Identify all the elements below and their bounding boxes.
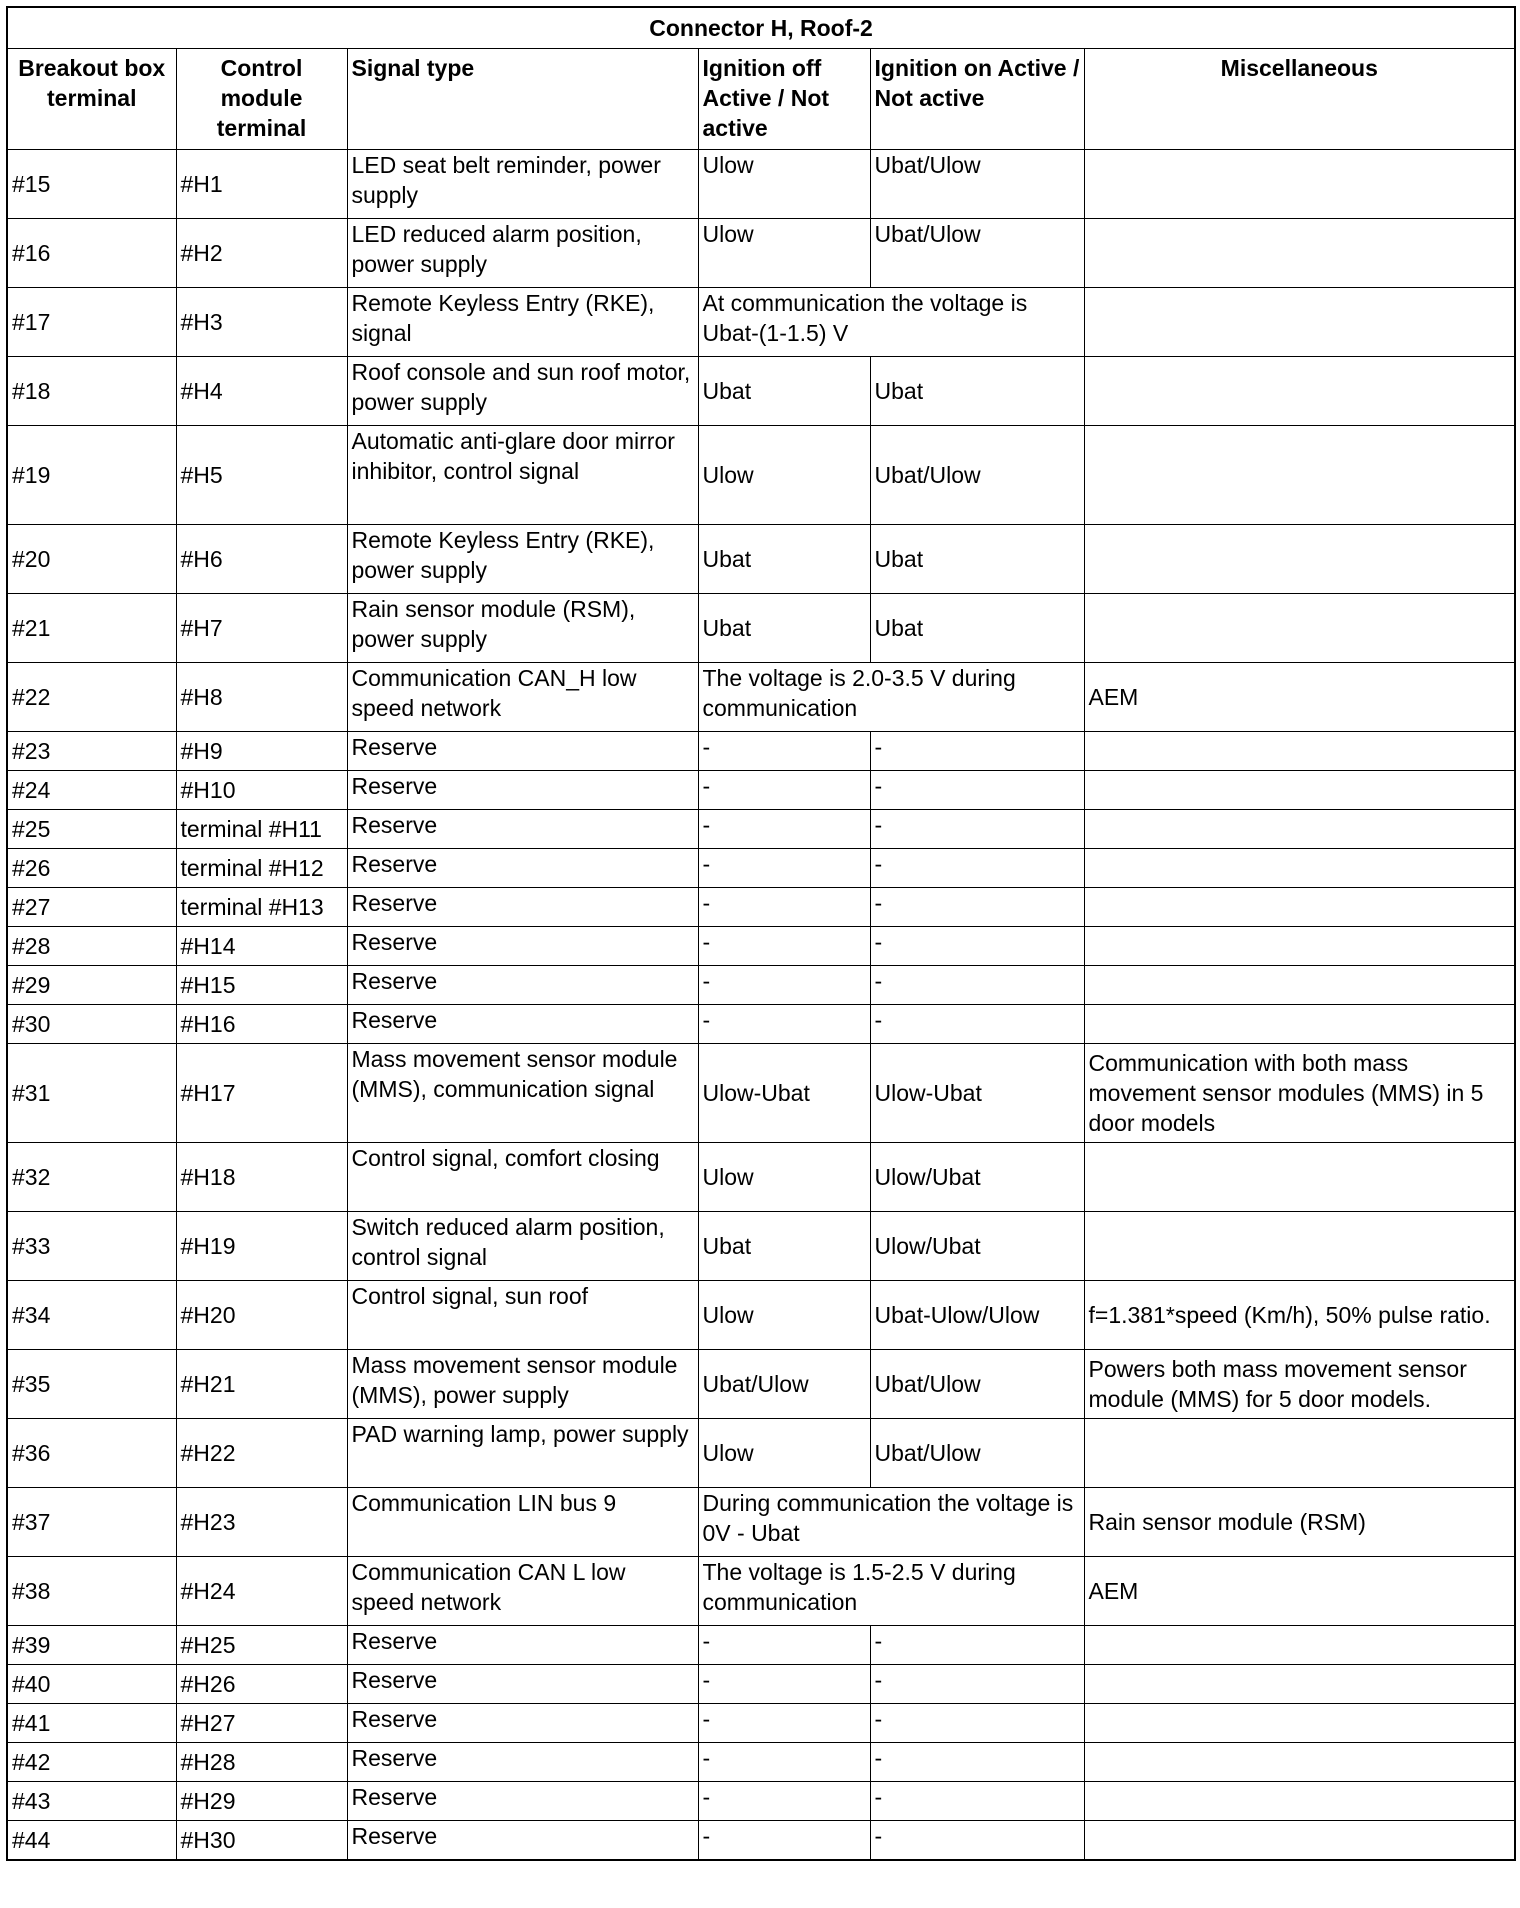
signal-type-cell: LED reduced alarm position, power supply — [347, 219, 698, 288]
control-terminal-cell: terminal #H13 — [176, 888, 347, 927]
miscellaneous-cell — [1084, 1704, 1515, 1743]
table-row — [7, 1557, 1515, 1626]
ignition-off-cell: Ulow — [698, 1281, 870, 1350]
breakout-terminal-cell: #31 — [7, 1044, 176, 1143]
miscellaneous-cell — [1084, 771, 1515, 810]
signal-type-cell: Rain sensor module (RSM), power supply — [347, 594, 698, 663]
signal-type-cell: Reserve — [347, 810, 698, 849]
miscellaneous-cell — [1084, 150, 1515, 219]
ignition-off-cell: - — [698, 1743, 870, 1782]
control-terminal-cell: #H9 — [176, 732, 347, 771]
ignition-off-cell: - — [698, 1626, 870, 1665]
ignition-off-cell: - — [698, 1782, 870, 1821]
miscellaneous-cell — [1084, 219, 1515, 288]
breakout-terminal-cell: #42 — [7, 1743, 176, 1782]
ignition-on-cell: - — [870, 927, 1084, 966]
control-terminal-cell: #H5 — [176, 426, 347, 525]
table-row — [7, 1419, 1515, 1488]
control-terminal-cell: #H14 — [176, 927, 347, 966]
signal-type-cell: Reserve — [347, 966, 698, 1005]
header-miscellaneous: Miscellaneous — [1084, 49, 1515, 150]
ignition-off-cell: Ubat/Ulow — [698, 1350, 870, 1419]
breakout-terminal-cell: #36 — [7, 1419, 176, 1488]
control-terminal-cell: #H7 — [176, 594, 347, 663]
control-terminal-cell: #H16 — [176, 1005, 347, 1044]
miscellaneous-cell — [1084, 732, 1515, 771]
signal-type-cell: Reserve — [347, 732, 698, 771]
miscellaneous-cell: Powers both mass movement sensor module (MMS) for 5 door models. — [1084, 1350, 1515, 1419]
ignition-off-cell: - — [698, 1821, 870, 1861]
miscellaneous-cell: AEM — [1084, 663, 1515, 732]
signal-type-cell: Reserve — [347, 888, 698, 927]
signal-type-cell: Mass movement sensor module (MMS), power supply — [347, 1350, 698, 1419]
ignition-off-cell: - — [698, 771, 870, 810]
ignition-on-cell: Ubat/Ulow — [870, 219, 1084, 288]
table-row — [7, 219, 1515, 288]
table-row — [7, 1044, 1515, 1143]
table-title: Connector H, Roof-2 — [7, 7, 1515, 49]
ignition-on-cell: Ubat/Ulow — [870, 1350, 1084, 1419]
table-row — [7, 150, 1515, 219]
ignition-off-cell: Ulow-Ubat — [698, 1044, 870, 1143]
table-row — [7, 525, 1515, 594]
breakout-terminal-cell: #35 — [7, 1350, 176, 1419]
breakout-terminal-cell: #40 — [7, 1665, 176, 1704]
ignition-off-cell: Ulow — [698, 426, 870, 525]
ignition-off-cell: Ubat — [698, 1212, 870, 1281]
control-terminal-cell: terminal #H12 — [176, 849, 347, 888]
miscellaneous-cell — [1084, 1743, 1515, 1782]
breakout-terminal-cell: #32 — [7, 1143, 176, 1212]
ignition-off-cell: Ubat — [698, 525, 870, 594]
breakout-terminal-cell: #43 — [7, 1782, 176, 1821]
miscellaneous-cell — [1084, 1821, 1515, 1861]
control-terminal-cell: #H27 — [176, 1704, 347, 1743]
miscellaneous-cell — [1084, 525, 1515, 594]
signal-type-cell: Reserve — [347, 849, 698, 888]
signal-type-cell: Communication LIN bus 9 — [347, 1488, 698, 1557]
table-row — [7, 771, 1515, 810]
signal-type-cell: Remote Keyless Entry (RKE), power supply — [347, 525, 698, 594]
ignition-on-cell: - — [870, 1821, 1084, 1861]
header-signal-type: Signal type — [347, 49, 698, 150]
table-row — [7, 1350, 1515, 1419]
ignition-on-cell: - — [870, 1782, 1084, 1821]
miscellaneous-cell: Rain sensor module (RSM) — [1084, 1488, 1515, 1557]
miscellaneous-cell — [1084, 888, 1515, 927]
miscellaneous-cell — [1084, 288, 1515, 357]
control-terminal-cell: #H3 — [176, 288, 347, 357]
miscellaneous-cell — [1084, 1782, 1515, 1821]
ignition-state-cell: During communication the voltage is 0V - Ubat — [698, 1488, 1084, 1557]
breakout-terminal-cell: #15 — [7, 150, 176, 219]
control-terminal-cell: #H8 — [176, 663, 347, 732]
miscellaneous-cell — [1084, 357, 1515, 426]
miscellaneous-cell — [1084, 594, 1515, 663]
table-row — [7, 288, 1515, 357]
miscellaneous-cell — [1084, 1212, 1515, 1281]
ignition-off-cell: - — [698, 1005, 870, 1044]
miscellaneous-cell — [1084, 849, 1515, 888]
control-terminal-cell: #H10 — [176, 771, 347, 810]
ignition-off-cell: Ulow — [698, 219, 870, 288]
table-row — [7, 1281, 1515, 1350]
miscellaneous-cell — [1084, 1419, 1515, 1488]
control-terminal-cell: #H6 — [176, 525, 347, 594]
miscellaneous-cell — [1084, 1626, 1515, 1665]
miscellaneous-cell — [1084, 927, 1515, 966]
control-terminal-cell: #H18 — [176, 1143, 347, 1212]
control-terminal-cell: #H30 — [176, 1821, 347, 1861]
breakout-terminal-cell: #19 — [7, 426, 176, 525]
table-row — [7, 888, 1515, 927]
signal-type-cell: Reserve — [347, 1005, 698, 1044]
control-terminal-cell: #H23 — [176, 1488, 347, 1557]
table-row — [7, 732, 1515, 771]
table-row — [7, 1212, 1515, 1281]
table-row — [7, 1782, 1515, 1821]
breakout-terminal-cell: #34 — [7, 1281, 176, 1350]
table-row — [7, 849, 1515, 888]
breakout-terminal-cell: #24 — [7, 771, 176, 810]
ignition-on-cell: Ubat — [870, 525, 1084, 594]
signal-type-cell: Automatic anti-glare door mirror inhibitor, control signal — [347, 426, 698, 525]
signal-type-cell: PAD warning lamp, power supply — [347, 1419, 698, 1488]
control-terminal-cell: #H4 — [176, 357, 347, 426]
ignition-on-cell: - — [870, 888, 1084, 927]
breakout-terminal-cell: #30 — [7, 1005, 176, 1044]
breakout-terminal-cell: #28 — [7, 927, 176, 966]
breakout-terminal-cell: #33 — [7, 1212, 176, 1281]
table-row — [7, 1488, 1515, 1557]
table-row — [7, 426, 1515, 525]
miscellaneous-cell — [1084, 1005, 1515, 1044]
control-terminal-cell: terminal #H11 — [176, 810, 347, 849]
signal-type-cell: Reserve — [347, 1704, 698, 1743]
table-row — [7, 810, 1515, 849]
miscellaneous-cell — [1084, 1665, 1515, 1704]
control-terminal-cell: #H17 — [176, 1044, 347, 1143]
table-body — [7, 150, 1515, 1861]
control-terminal-cell: #H15 — [176, 966, 347, 1005]
miscellaneous-cell: f=1.381*speed (Km/h), 50% pulse ratio. — [1084, 1281, 1515, 1350]
signal-type-cell: Switch reduced alarm position, control signal — [347, 1212, 698, 1281]
ignition-state-cell: At communication the voltage is Ubat-(1-1.5) V — [698, 288, 1084, 357]
header-ignition-on: Ignition on Active / Not active — [870, 49, 1084, 150]
control-terminal-cell: #H29 — [176, 1782, 347, 1821]
signal-type-cell: Reserve — [347, 1743, 698, 1782]
breakout-terminal-cell: #18 — [7, 357, 176, 426]
signal-type-cell: Reserve — [347, 927, 698, 966]
breakout-terminal-cell: #44 — [7, 1821, 176, 1861]
table-row — [7, 1626, 1515, 1665]
table-row — [7, 966, 1515, 1005]
header-ignition-off: Ignition off Active / Not active — [698, 49, 870, 150]
breakout-terminal-cell: #21 — [7, 594, 176, 663]
breakout-terminal-cell: #23 — [7, 732, 176, 771]
ignition-on-cell: Ulow/Ubat — [870, 1212, 1084, 1281]
breakout-terminal-cell: #41 — [7, 1704, 176, 1743]
table-row — [7, 1743, 1515, 1782]
breakout-terminal-cell: #16 — [7, 219, 176, 288]
miscellaneous-cell — [1084, 810, 1515, 849]
ignition-state-cell: The voltage is 1.5-2.5 V during communication — [698, 1557, 1084, 1626]
signal-type-cell: Reserve — [347, 1665, 698, 1704]
ignition-off-cell: Ulow — [698, 1143, 870, 1212]
ignition-off-cell: - — [698, 1665, 870, 1704]
connector-table — [6, 6, 1516, 1861]
breakout-terminal-cell: #29 — [7, 966, 176, 1005]
ignition-off-cell: - — [698, 732, 870, 771]
breakout-terminal-cell: #26 — [7, 849, 176, 888]
ignition-on-cell: - — [870, 849, 1084, 888]
table-row — [7, 1143, 1515, 1212]
ignition-on-cell: - — [870, 1704, 1084, 1743]
breakout-terminal-cell: #38 — [7, 1557, 176, 1626]
ignition-state-cell: The voltage is 2.0-3.5 V during communication — [698, 663, 1084, 732]
ignition-off-cell: - — [698, 966, 870, 1005]
ignition-on-cell: - — [870, 1743, 1084, 1782]
ignition-off-cell: - — [698, 849, 870, 888]
miscellaneous-cell: AEM — [1084, 1557, 1515, 1626]
header-breakout-box-terminal: Breakout box terminal — [7, 49, 176, 150]
table-row — [7, 663, 1515, 732]
miscellaneous-cell — [1084, 426, 1515, 525]
ignition-on-cell: Ubat/Ulow — [870, 150, 1084, 219]
ignition-on-cell: Ulow/Ubat — [870, 1143, 1084, 1212]
table-row — [7, 1821, 1515, 1861]
control-terminal-cell: #H20 — [176, 1281, 347, 1350]
breakout-terminal-cell: #22 — [7, 663, 176, 732]
ignition-on-cell: Ubat — [870, 357, 1084, 426]
signal-type-cell: Communication CAN L low speed network — [347, 1557, 698, 1626]
control-terminal-cell: #H26 — [176, 1665, 347, 1704]
signal-type-cell: Control signal, sun roof — [347, 1281, 698, 1350]
signal-type-cell: LED seat belt reminder, power supply — [347, 150, 698, 219]
miscellaneous-cell — [1084, 966, 1515, 1005]
table-row — [7, 1005, 1515, 1044]
signal-type-cell: Communication CAN_H low speed network — [347, 663, 698, 732]
ignition-off-cell: Ubat — [698, 594, 870, 663]
ignition-on-cell: - — [870, 1626, 1084, 1665]
breakout-terminal-cell: #37 — [7, 1488, 176, 1557]
connector-table-page — [6, 6, 1514, 1902]
ignition-off-cell: - — [698, 1704, 870, 1743]
breakout-terminal-cell: #39 — [7, 1626, 176, 1665]
ignition-on-cell: Ubat-Ulow/Ulow — [870, 1281, 1084, 1350]
ignition-off-cell: Ulow — [698, 1419, 870, 1488]
table-row — [7, 357, 1515, 426]
ignition-on-cell: Ubat/Ulow — [870, 1419, 1084, 1488]
ignition-off-cell: - — [698, 927, 870, 966]
ignition-on-cell: - — [870, 810, 1084, 849]
header-control-module-terminal: Control module terminal — [176, 49, 347, 150]
signal-type-cell: Control signal, comfort closing — [347, 1143, 698, 1212]
signal-type-cell: Reserve — [347, 1626, 698, 1665]
breakout-terminal-cell: #20 — [7, 525, 176, 594]
ignition-on-cell: Ubat/Ulow — [870, 426, 1084, 525]
ignition-on-cell: - — [870, 966, 1084, 1005]
control-terminal-cell: #H28 — [176, 1743, 347, 1782]
table-row — [7, 1704, 1515, 1743]
ignition-on-cell: Ulow-Ubat — [870, 1044, 1084, 1143]
ignition-off-cell: Ubat — [698, 357, 870, 426]
signal-type-cell: Roof console and sun roof motor, power supply — [347, 357, 698, 426]
control-terminal-cell: #H2 — [176, 219, 347, 288]
table-row — [7, 1665, 1515, 1704]
breakout-terminal-cell: #17 — [7, 288, 176, 357]
breakout-terminal-cell: #27 — [7, 888, 176, 927]
control-terminal-cell: #H19 — [176, 1212, 347, 1281]
ignition-off-cell: - — [698, 888, 870, 927]
ignition-on-cell: - — [870, 771, 1084, 810]
ignition-on-cell: - — [870, 1005, 1084, 1044]
ignition-on-cell: - — [870, 1665, 1084, 1704]
ignition-on-cell: - — [870, 732, 1084, 771]
miscellaneous-cell — [1084, 1143, 1515, 1212]
signal-type-cell: Reserve — [347, 1782, 698, 1821]
control-terminal-cell: #H25 — [176, 1626, 347, 1665]
miscellaneous-cell: Communication with both mass movement sensor modules (MMS) in 5 door models — [1084, 1044, 1515, 1143]
signal-type-cell: Mass movement sensor module (MMS), communication signal — [347, 1044, 698, 1143]
control-terminal-cell: #H1 — [176, 150, 347, 219]
control-terminal-cell: #H22 — [176, 1419, 347, 1488]
control-terminal-cell: #H21 — [176, 1350, 347, 1419]
signal-type-cell: Reserve — [347, 771, 698, 810]
signal-type-cell: Remote Keyless Entry (RKE), signal — [347, 288, 698, 357]
control-terminal-cell: #H24 — [176, 1557, 347, 1626]
ignition-off-cell: Ulow — [698, 150, 870, 219]
ignition-on-cell: Ubat — [870, 594, 1084, 663]
table-row — [7, 594, 1515, 663]
breakout-terminal-cell: #25 — [7, 810, 176, 849]
ignition-off-cell: - — [698, 810, 870, 849]
table-row — [7, 927, 1515, 966]
signal-type-cell: Reserve — [347, 1821, 698, 1861]
